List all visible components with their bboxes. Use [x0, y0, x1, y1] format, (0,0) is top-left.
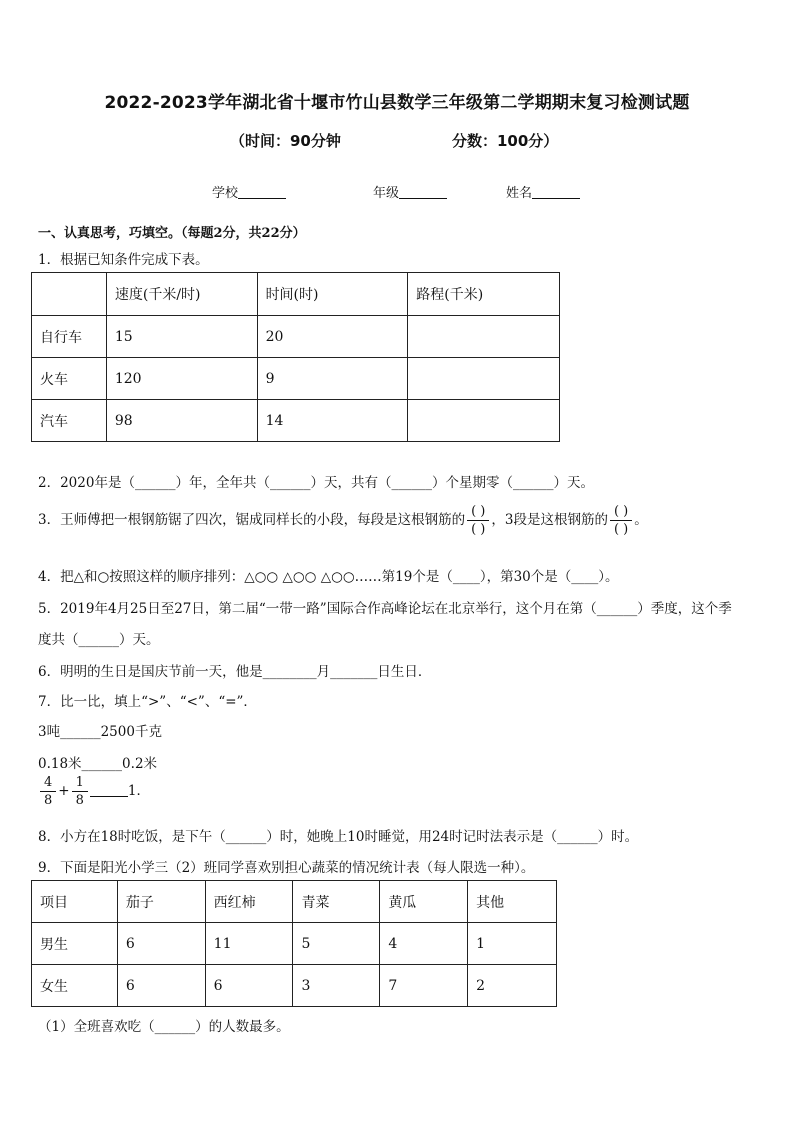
- answer-cell[interactable]: [408, 358, 560, 400]
- school-blank: [238, 185, 286, 199]
- grade-blank: [399, 185, 447, 199]
- fraction-denominator: 8: [75, 793, 84, 808]
- question-4: 4．把△和○按照这样的顺序排列：△○○ △○○ △○○……第19个是（____），第30个是（____）。: [38, 569, 619, 585]
- fraction-denominator: 8: [44, 793, 53, 808]
- table-cell: 20: [257, 316, 408, 358]
- name-blank: [532, 185, 580, 199]
- question-9: 9．下面是阳光小学三（2）班同学喜欢别担心蔬菜的情况统计表（每人限选一种）。: [38, 860, 535, 876]
- exam-time: （时间：90分钟: [230, 132, 341, 150]
- school-field: [212, 182, 286, 201]
- question-6: 6．明明的生日是国庆节前一天，他是________月_______日生日．: [38, 664, 432, 680]
- table-cell: 项目: [32, 881, 118, 923]
- table-cell: 黄瓜: [380, 881, 468, 923]
- fraction: [72, 776, 88, 807]
- table-cell: 15: [106, 316, 257, 358]
- fraction-numerator: 4: [40, 776, 56, 792]
- fraction-numerator: ( ): [467, 505, 489, 521]
- question-7-item-b: 0.18米______0.2米: [38, 756, 158, 772]
- name-label: 姓名: [506, 186, 533, 201]
- question-7-c-tail: 1．: [127, 783, 150, 799]
- name-field: [506, 182, 580, 201]
- fraction-denominator: ( ): [471, 522, 486, 537]
- table-cell: 14: [257, 400, 408, 442]
- question-7-item-c: [38, 776, 150, 807]
- table-cell: 茄子: [117, 881, 205, 923]
- question-3-text: 3．王师傅把一根钢筋锯了四次，锯成同样长的小段，每段是这根钢筋的: [38, 512, 466, 528]
- table-cell: 青菜: [293, 881, 380, 923]
- table-cell: 3: [293, 965, 380, 1007]
- exam-score: 分数：100分）: [452, 132, 559, 150]
- table-cell: 11: [205, 923, 293, 965]
- section-heading: 一、认真思考，巧填空。（每题2分，共22分）: [38, 226, 306, 241]
- table-cell: 98: [106, 400, 257, 442]
- table-cell: 9: [257, 358, 408, 400]
- table-cell: 时间(时): [257, 273, 408, 316]
- table-cell: 4: [380, 923, 468, 965]
- fraction-numerator: 1: [72, 776, 88, 792]
- question-7: 7．比一比，填上“>”、“<”、“=”．: [38, 694, 257, 710]
- table-row: [32, 923, 557, 965]
- table-cell: 6: [117, 923, 205, 965]
- grade-label: 年级: [373, 186, 400, 201]
- table-cell: 火车: [32, 358, 107, 400]
- question-9-sub-1: （1）全班喜欢吃（______）的人数最多。: [38, 1019, 290, 1035]
- table-row: [32, 400, 560, 442]
- fraction-numerator: ( ): [610, 505, 632, 521]
- table-cell: 男生: [32, 923, 118, 965]
- table-cell: 2: [468, 965, 557, 1007]
- question-3: [38, 505, 648, 536]
- fraction-blank[interactable]: [610, 505, 632, 536]
- school-label: 学校: [212, 186, 239, 201]
- question-8: 8．小方在18时吃饭，是下午（______）时，她晚上10时睡觉，用24时记时法表示是（______）时。: [38, 829, 639, 845]
- speed-time-table: [31, 272, 560, 442]
- fraction-denominator: ( ): [613, 522, 629, 537]
- table-cell: 自行车: [32, 316, 107, 358]
- question-5-line-2: 度共（______）天。: [38, 632, 160, 648]
- table-cell: 女生: [32, 965, 118, 1007]
- answer-cell[interactable]: [408, 400, 560, 442]
- table-row: [32, 358, 560, 400]
- fraction: [40, 776, 56, 807]
- answer-cell[interactable]: [408, 316, 560, 358]
- question-5-line-1: 5．2019年4月25日至27日，第二届“一带一路”国际合作高峰论坛在北京举行，这个月在第（______）季度，这个季: [38, 601, 732, 617]
- fraction-blank[interactable]: [467, 505, 489, 536]
- table-cell: 5: [293, 923, 380, 965]
- question-2: 2．2020年是（______）年，全年共（______）天，共有（______）个星期零（______）天。: [38, 475, 594, 491]
- table-cell: [32, 273, 107, 316]
- table-cell: 汽车: [32, 400, 107, 442]
- question-3-text: ，3段是这根钢筋的: [491, 512, 608, 528]
- table-row: [32, 316, 560, 358]
- table-row: [32, 965, 557, 1007]
- table-cell: 120: [106, 358, 257, 400]
- table-header-row: [32, 273, 560, 316]
- table-cell: 6: [205, 965, 293, 1007]
- table-cell: 速度(千米/时): [106, 273, 257, 316]
- table-cell: 6: [117, 965, 205, 1007]
- plus-sign: +: [58, 783, 70, 799]
- answer-blank[interactable]: [90, 783, 128, 797]
- page-title: 2022-2023学年湖北省十堰市竹山县数学三年级第二学期期末复习检测试题: [104, 93, 690, 113]
- table-cell: 其他: [468, 881, 557, 923]
- table-header-row: [32, 881, 557, 923]
- question-7-item-a: 3吨______2500千克: [38, 724, 162, 740]
- vegetable-table: [31, 880, 557, 1007]
- question-3-text: 。: [634, 512, 648, 528]
- grade-field: [373, 182, 447, 201]
- question-1: 1．根据已知条件完成下表。: [38, 252, 209, 268]
- table-cell: 7: [380, 965, 468, 1007]
- table-cell: 西红柿: [205, 881, 293, 923]
- table-cell: 1: [468, 923, 557, 965]
- table-cell: 路程(千米): [408, 273, 560, 316]
